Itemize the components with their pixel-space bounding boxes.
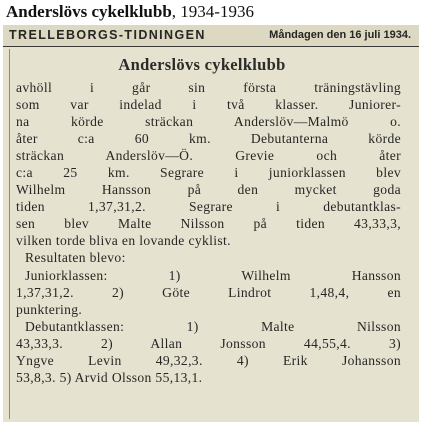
results-line: 53,8,3. 5) Arvid Olsson 55,13,1. xyxy=(16,369,203,385)
article-line: na körde sträckan Anderslöv—Malmö o. xyxy=(16,114,401,130)
article-line: tiden 1,37,31,2. Segrare i debutantklas- xyxy=(16,199,401,215)
masthead-date: Måndagen den 16 juli 1934. xyxy=(269,29,411,41)
newspaper-clipping xyxy=(3,25,419,422)
results-heading: Resultaten blevo: xyxy=(25,250,126,266)
masthead-newspaper-name: TRELLEBORGS-TIDNINGEN xyxy=(9,28,206,42)
article-headline: Anderslövs cykelklubb xyxy=(118,55,286,74)
article-line: vilken torde bliva en lovande cyklist. xyxy=(16,233,231,249)
results-line: Debutantklassen: 1) Malte Nilsson xyxy=(25,318,401,334)
article-body xyxy=(16,79,401,386)
page-title xyxy=(6,2,254,22)
article-line: avhöll i går sin första träningstävling xyxy=(16,80,401,95)
article-line: sträckan Anderslöv—Ö. Grevie och åter xyxy=(16,148,401,164)
results-line: 43,33,3. 2) Allan Jonsson 44,55,4. 3) xyxy=(16,335,401,351)
results-line: 1,37,31,2. 2) Göte Lindrot 1,48,4, en xyxy=(16,284,401,300)
column-rule xyxy=(9,49,10,419)
article-line: c:a 25 km. Segrare i juniorklassen blev xyxy=(16,165,401,181)
results-line: Yngve Levin 49,32,3. 4) Erik Johansson xyxy=(16,352,401,368)
page-title-years: , 1934-1936 xyxy=(171,2,254,21)
page-title-bold: Anderslövs cykelklubb xyxy=(6,2,172,21)
results-line: Juniorklassen: 1) Wilhelm Hansson xyxy=(25,267,401,283)
masthead xyxy=(3,25,419,47)
article-line: åter c:a 60 km. Debutanterna körde xyxy=(16,131,401,147)
article-line: som var indelad i två klasser. Juniorer- xyxy=(16,97,401,113)
article-line: sen blev Malte Nilsson på tiden 43,33,3, xyxy=(16,216,401,232)
article-line: Wilhelm Hansson på den mycket goda xyxy=(16,182,401,198)
results-line: punktering. xyxy=(16,301,83,317)
